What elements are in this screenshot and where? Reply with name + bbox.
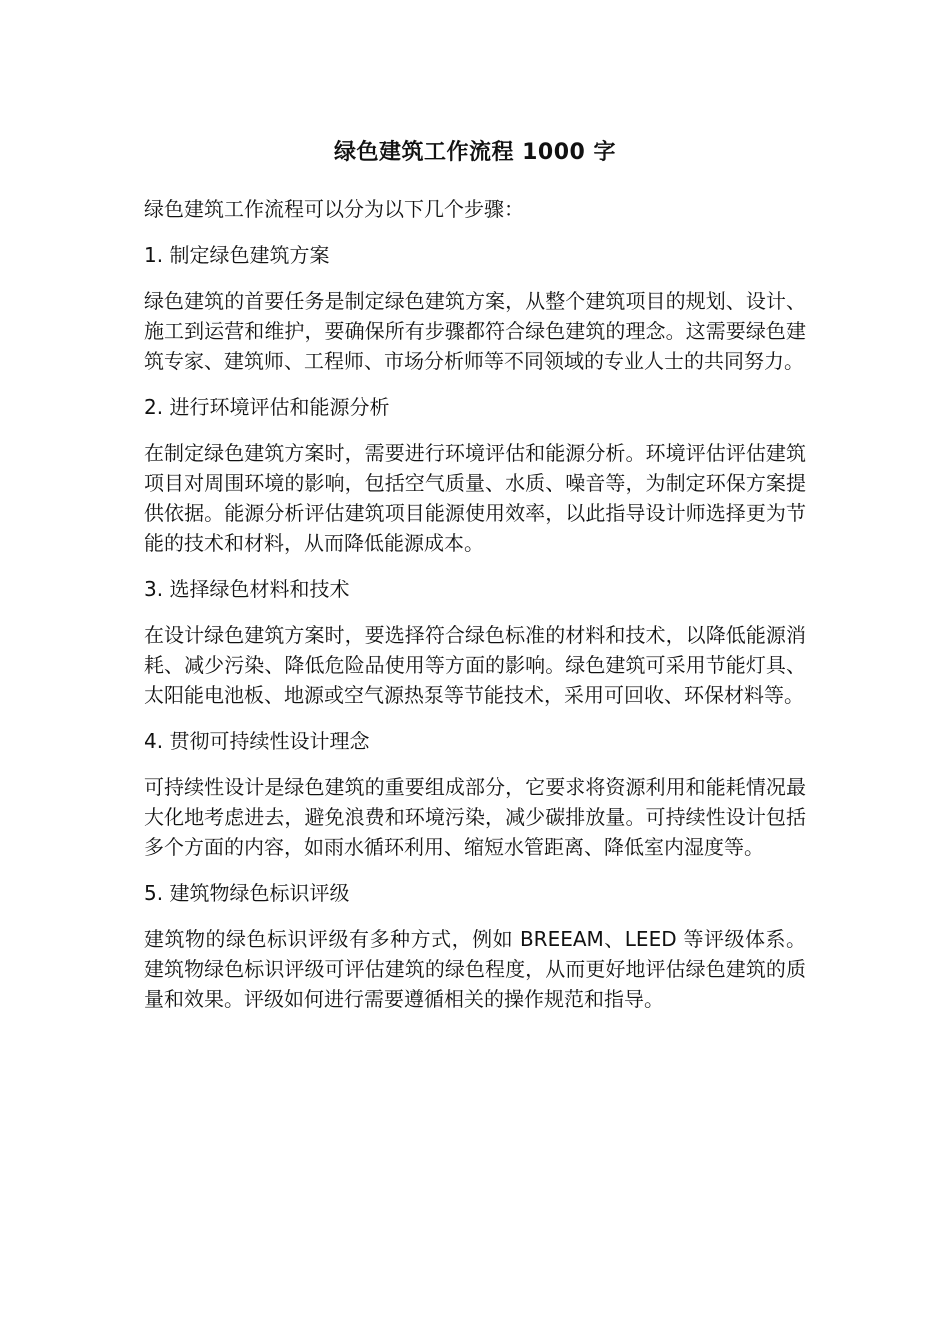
step-2-heading: 2. 进行环境评估和能源分析: [144, 395, 390, 419]
document-content: [144, 138, 806, 1030]
step-4-heading: 4. 贯彻可持续性设计理念: [144, 729, 370, 753]
step-1-body: 绿色建筑的首要任务是制定绿色建筑方案，从整个建筑项目的规划、设计、施工到运营和维护，要确保所有步骤都符合绿色建筑的理念。这需要绿色建筑专家、建筑师、工程师、市场分析师等不同领域的专业人士的共同努力。: [144, 289, 806, 373]
step-4-section: [144, 726, 806, 862]
step-4-body: 可持续性设计是绿色建筑的重要组成部分，它要求将资源利用和能耗情况最大化地考虑进去，避免浪费和环境污染，减少碳排放量。可持续性设计包括多个方面的内容，如雨水循环利用、缩短水管距离、降低室内湿度等。: [144, 775, 806, 859]
intro-paragraph: 绿色建筑工作流程可以分为以下几个步骤：: [144, 197, 524, 221]
step-3-section: [144, 574, 806, 710]
step-5-body: 建筑物的绿色标识评级有多种方式，例如 BREEAM、LEED 等评级体系。建筑物绿色标识评级可评估建筑的绿色程度，从而更好地评估绿色建筑的质量和效果。评级如何进行需要遵循相关的操作规范和指导。: [144, 927, 806, 1011]
document-title: 绿色建筑工作流程 1000 字: [333, 140, 617, 165]
step-5-heading: 5. 建筑物绿色标识评级: [144, 881, 350, 905]
step-1-section: [144, 240, 806, 376]
step-5-section: [144, 878, 806, 1014]
step-2-body: 在制定绿色建筑方案时，需要进行环境评估和能源分析。环境评估评估建筑项目对周围环境的影响，包括空气质量、水质、噪音等，为制定环保方案提供依据。能源分析评估建筑项目能源使用效率，以此指导设计师选择更为节能的技术和材料，从而降低能源成本。: [144, 441, 806, 555]
step-3-heading: 3. 选择绿色材料和技术: [144, 577, 350, 601]
step-2-section: [144, 392, 806, 558]
step-3-body: 在设计绿色建筑方案时，要选择符合绿色标准的材料和技术，以降低能源消耗、减少污染、降低危险品使用等方面的影响。绿色建筑可采用节能灯具、太阳能电池板、地源或空气源热泵等节能技术，采用可回收、环保材料等。: [144, 623, 806, 707]
step-1-heading: 1. 制定绿色建筑方案: [144, 243, 330, 267]
